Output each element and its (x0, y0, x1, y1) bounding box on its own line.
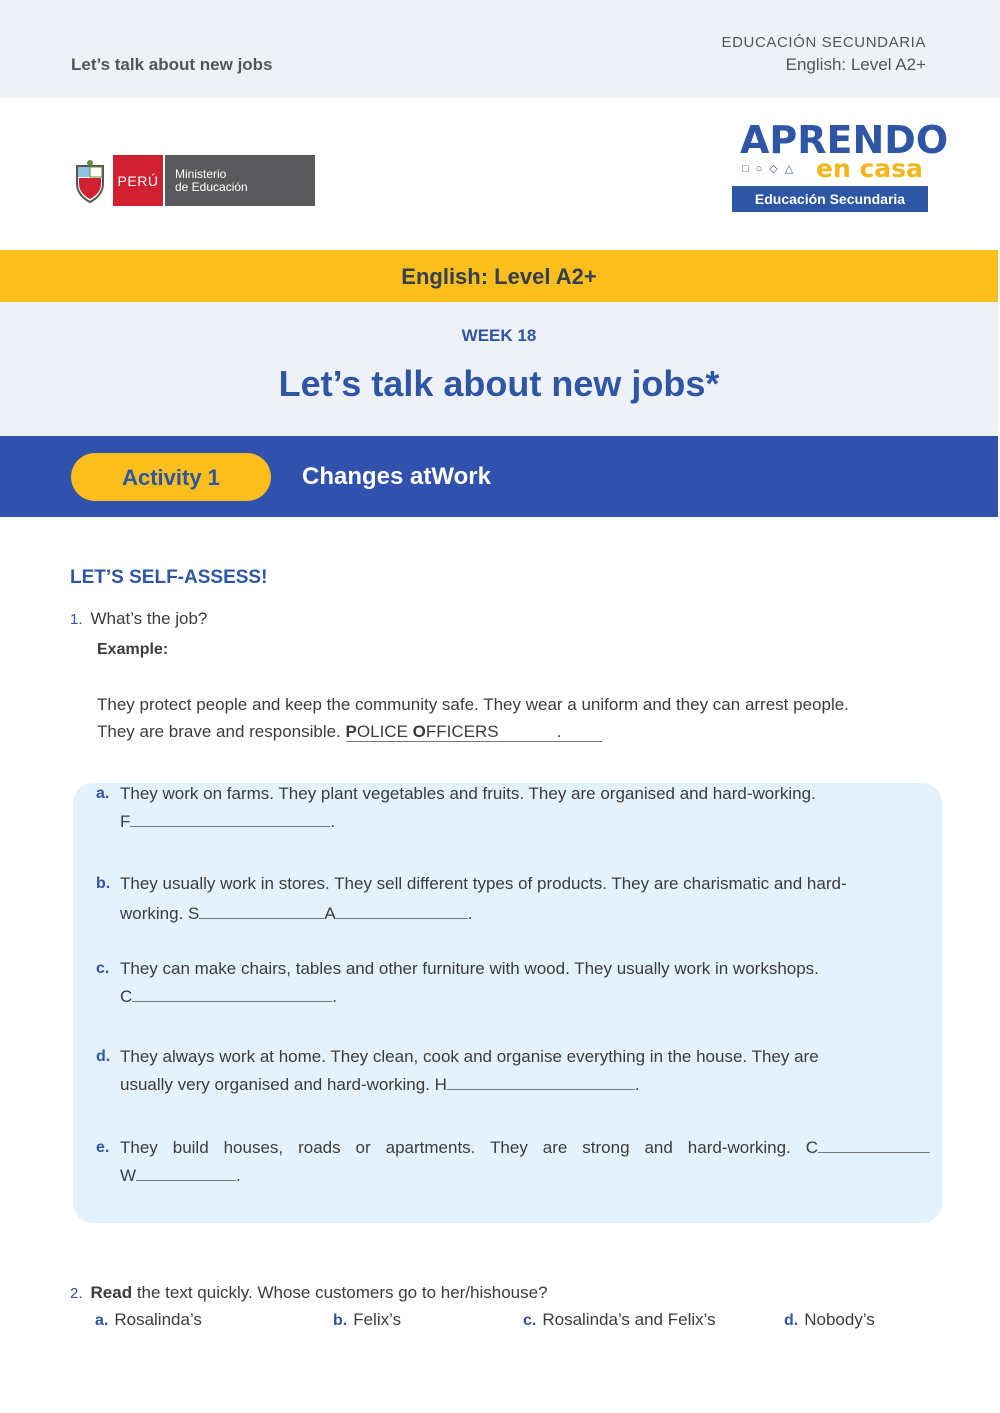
aprendo-logo (730, 118, 949, 218)
answer-end: . (330, 812, 336, 831)
answer-end: . (332, 987, 338, 1006)
blank-line[interactable] (199, 905, 324, 919)
example-label: Example: (97, 641, 169, 658)
item-letter: e. (96, 1139, 110, 1156)
item-letter: b. (96, 875, 111, 892)
option-b[interactable] (333, 1310, 401, 1330)
item-text: They build houses, roads or apartments. They are strong and hard-working. C (120, 1138, 818, 1157)
blank-line[interactable] (818, 1139, 930, 1153)
item-letter: d. (96, 1048, 111, 1065)
option-text: Rosalinda’s (114, 1310, 202, 1329)
example-line-2 (97, 718, 849, 745)
ministry-line-2: de Educación (175, 180, 248, 194)
title-area (0, 302, 998, 436)
answer-prefix: usually very organised and hard-working. H (120, 1075, 447, 1094)
item-b (96, 870, 847, 928)
item-text-line (120, 1134, 930, 1162)
ministry-logo (70, 155, 315, 206)
item-letter: c. (96, 960, 110, 977)
blank-line[interactable] (136, 1167, 236, 1181)
blank-line[interactable] (336, 905, 468, 919)
activity-pill: Activity 1 (71, 453, 271, 501)
course-banner: English: Level A2+ (0, 250, 998, 302)
item-answer-line (120, 808, 816, 836)
aprendo-band: Educación Secundaria (732, 186, 928, 212)
option-a[interactable] (95, 1310, 202, 1330)
item-text: They always work at home. They clean, cook and organise everything in the house. They are (120, 1047, 819, 1066)
question-text: What’s the job? (90, 609, 208, 628)
option-letter: a. (95, 1312, 109, 1329)
question-2 (70, 1283, 548, 1303)
question-bold: Read (90, 1283, 133, 1302)
example-line-1: They protect people and keep the community safe. They wear a uniform and they can arrest people. (97, 695, 849, 714)
option-letter: b. (333, 1312, 348, 1329)
item-answer-line (120, 983, 819, 1011)
answer-end: . (634, 1075, 640, 1094)
option-c[interactable] (523, 1310, 716, 1330)
option-letter: c. (523, 1312, 537, 1329)
example-paragraph (97, 691, 849, 745)
item-a (96, 780, 816, 836)
blank-line[interactable] (130, 813, 330, 827)
page-header (0, 0, 1000, 98)
answer-letter-o: O (412, 722, 426, 741)
item-answer-line (120, 1071, 819, 1099)
option-text: Nobody’s (804, 1310, 875, 1329)
week-label: WEEK 18 (461, 326, 537, 345)
option-text: Felix’s (353, 1310, 402, 1329)
example-line-2-text: They are brave and responsible. (97, 722, 341, 741)
ministry-name (163, 155, 315, 206)
item-e (96, 1134, 930, 1190)
item-d (96, 1043, 819, 1099)
answer-prefix: F (120, 812, 131, 831)
coat-of-arms-icon (70, 157, 110, 205)
header-level: EDUCACIÓN SECUNDARIA (721, 34, 926, 51)
question-1 (70, 609, 207, 629)
question-number: 1. (70, 611, 83, 628)
activity-band (0, 436, 998, 517)
item-answer-line (120, 900, 847, 928)
example-answer (346, 722, 602, 742)
header-topic: Let’s talk about new jobs (71, 55, 273, 74)
header-right (721, 34, 926, 75)
aprendo-sub: en casa (816, 154, 923, 183)
answer-prefix: working. S (120, 904, 200, 923)
item-text: They can make chairs, tables and other furniture with wood. They usually work in workshops. (120, 959, 819, 978)
section-title: LET’S SELF-ASSESS! (70, 567, 268, 588)
blank-line[interactable] (447, 1076, 635, 1090)
answer-end: . (236, 1166, 241, 1185)
answer-prefix: W (120, 1166, 137, 1185)
answer-prefix: C (120, 987, 133, 1006)
answer-period: . (556, 722, 562, 741)
item-letter: a. (96, 785, 110, 802)
answer-part-2: FFICERS (425, 722, 499, 741)
item-text: They work on farms. They plant vegetables and fruits. They are organised and hard-working. (120, 784, 816, 803)
answer-letter-p: P (345, 722, 357, 741)
question-number: 2. (70, 1285, 83, 1302)
aprendo-word: APRENDO (740, 118, 949, 162)
peru-label: PERÚ (113, 155, 163, 206)
page-title: Let’s talk about new jobs* (278, 363, 720, 404)
option-d[interactable] (784, 1310, 875, 1330)
header-course: English: Level A2+ (785, 55, 926, 74)
answer-end: . (467, 904, 473, 923)
shapes-icon: □○◇△ (742, 163, 801, 175)
blank-line[interactable] (132, 988, 332, 1002)
answer-part-1: OLICE (356, 722, 413, 741)
activity-title: Changes atWork (302, 463, 491, 490)
item-text: They usually work in stores. They sell different types of products. They are charismatic and hard- (120, 874, 847, 893)
item-c (96, 955, 819, 1011)
option-text: Rosalinda’s and Felix’s (542, 1310, 716, 1329)
question-text: the text quickly. Whose customers go to her/hishouse? (132, 1283, 548, 1302)
answer-mid: A (324, 904, 336, 923)
ministry-line-1: Ministerio (175, 167, 227, 181)
option-letter: d. (784, 1312, 799, 1329)
item-answer-line (120, 1162, 930, 1190)
